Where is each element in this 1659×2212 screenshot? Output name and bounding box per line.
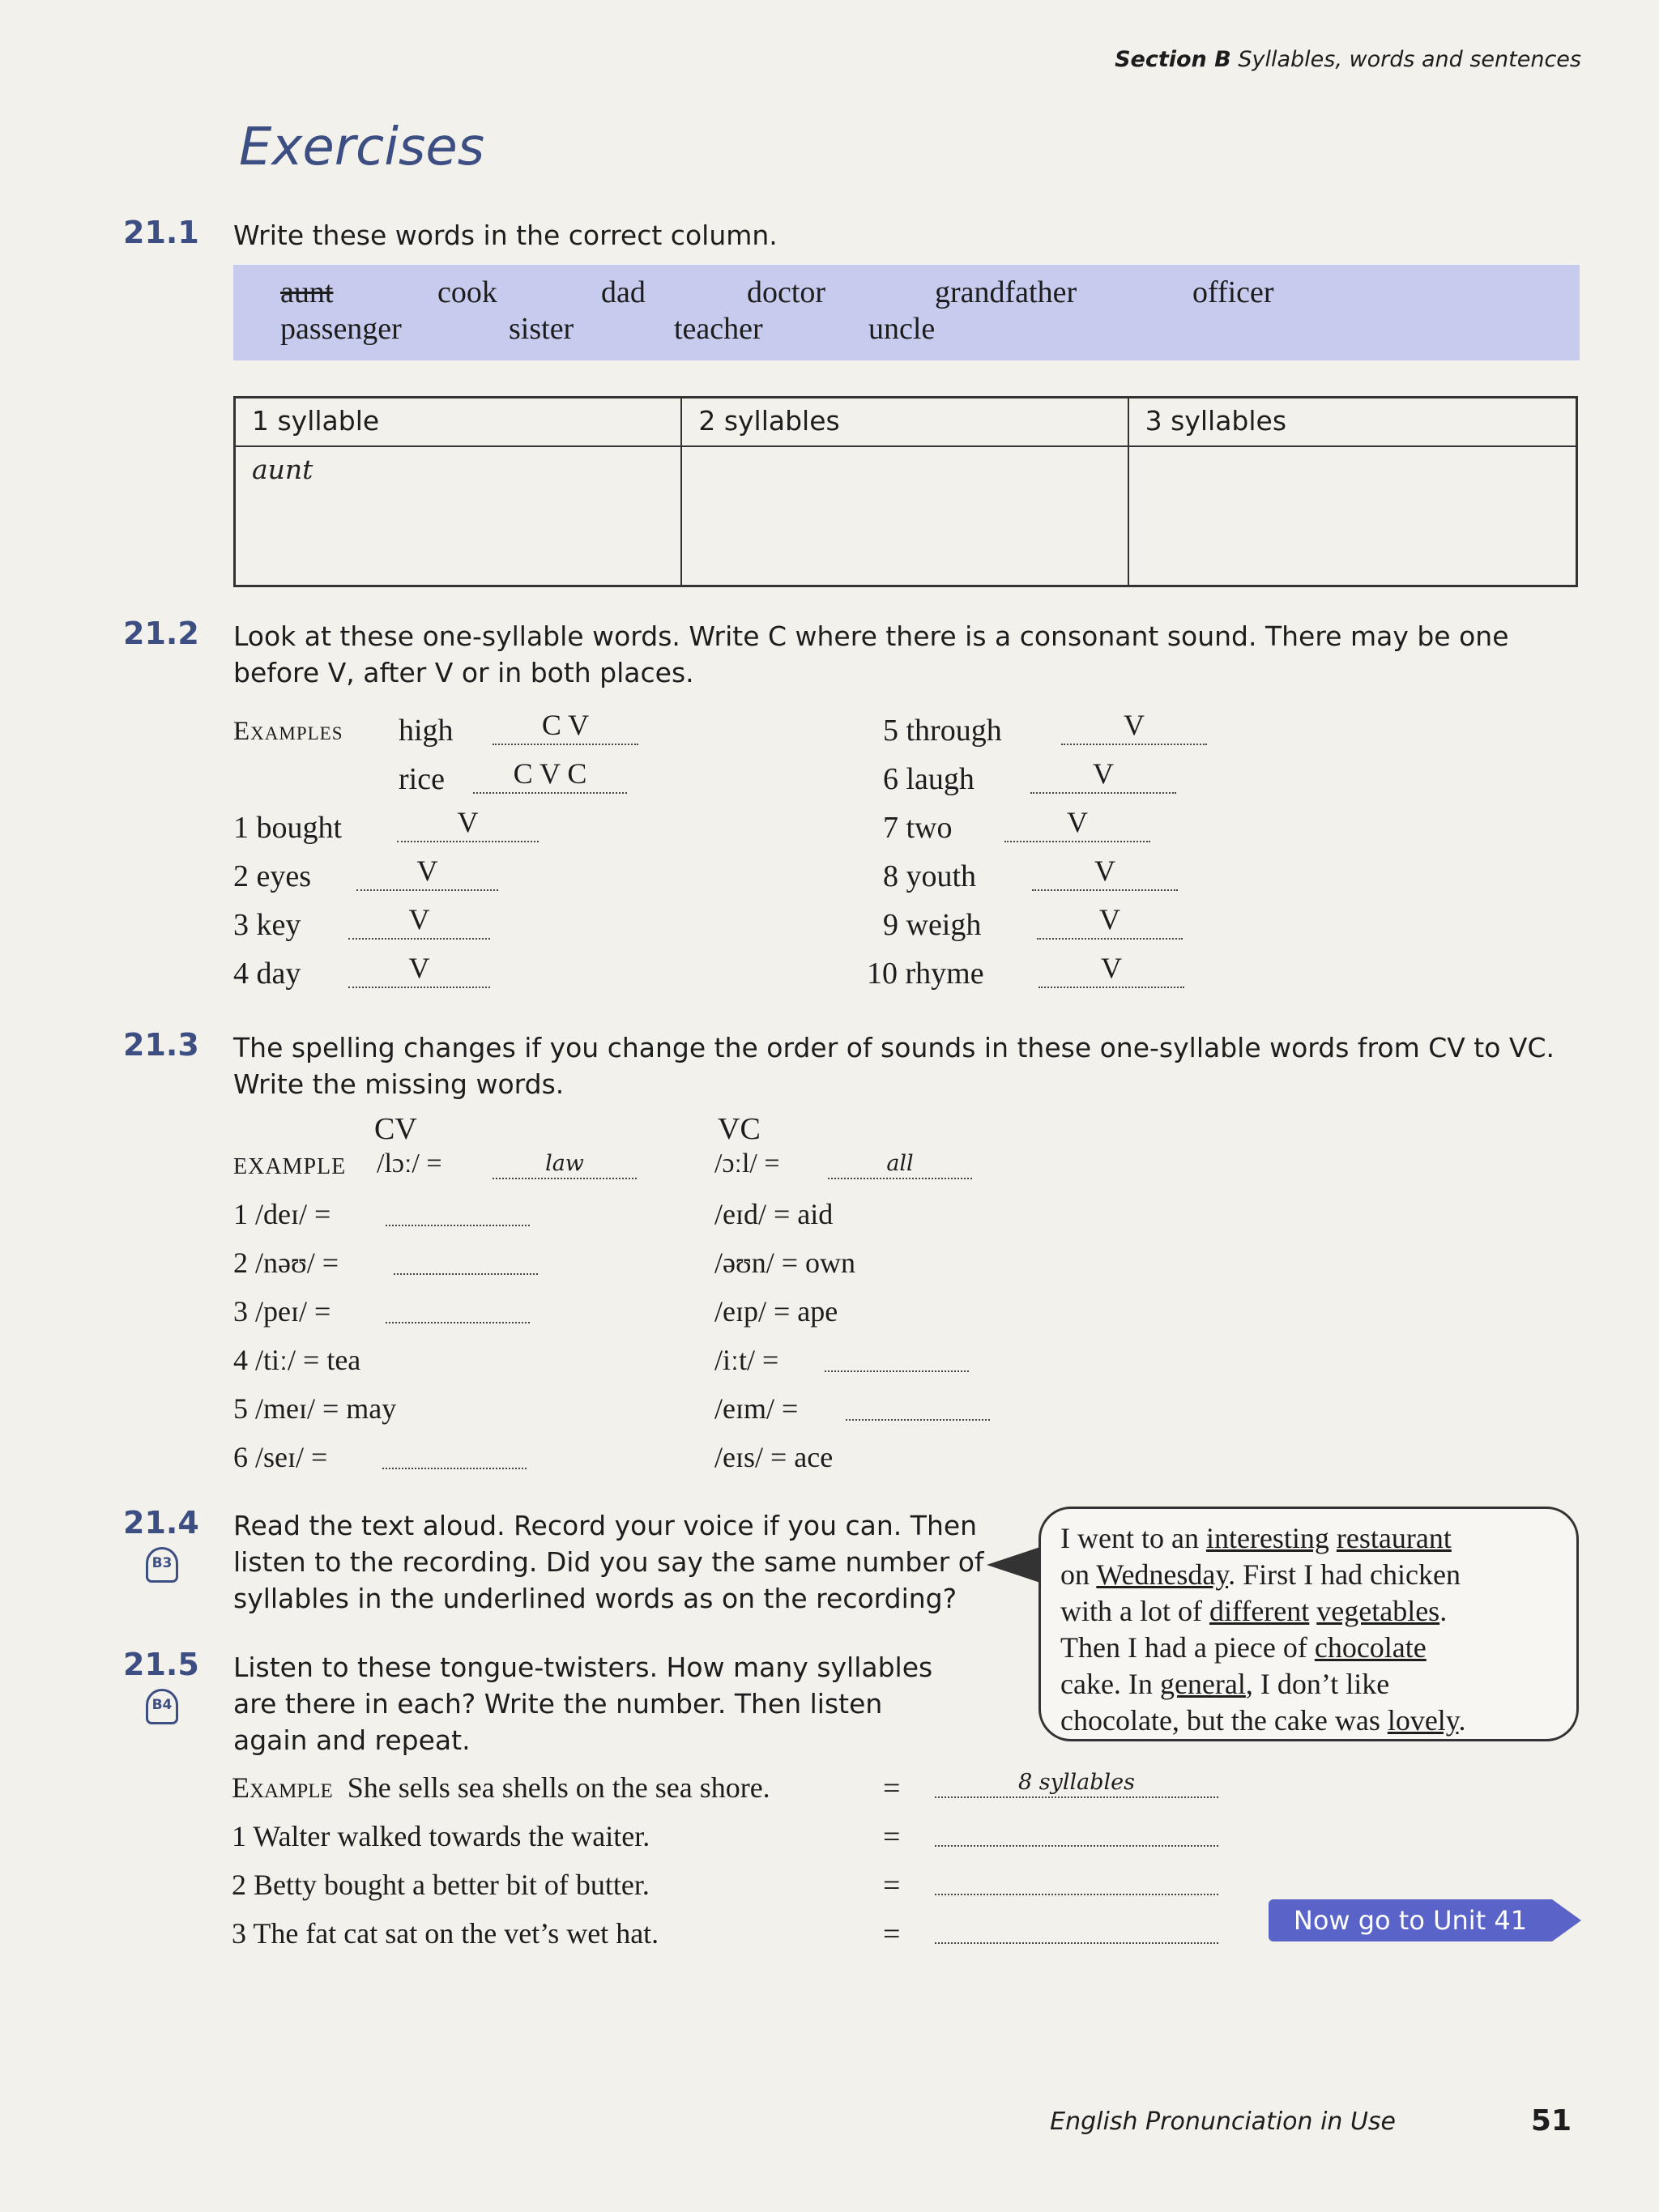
example-word-rice: rice — [399, 762, 445, 796]
example-label-21-3: EXAMPLE — [233, 1154, 347, 1179]
item-3: 3 key — [233, 908, 301, 942]
vc-row-3: /eɪp/ = ape — [714, 1295, 838, 1328]
vc-blank-5[interactable] — [846, 1387, 990, 1421]
audio-track-icon[interactable]: B3 — [146, 1547, 178, 1583]
speech-bubble — [1038, 1507, 1579, 1741]
word-cook: cook — [437, 275, 497, 309]
cv-row-3: 3 /peɪ/ = — [233, 1295, 331, 1328]
exercise-number-21-4: 21.4 — [123, 1505, 199, 1541]
vc-blank-4[interactable] — [825, 1338, 969, 1372]
equals-sign: = — [883, 1771, 901, 1805]
vc-row-5: /eɪm/ = — [714, 1392, 799, 1425]
column-header-1: 1 syllable — [236, 399, 682, 447]
answer-blank-5[interactable]: V — [1061, 711, 1207, 745]
equals-sign: = — [883, 1917, 901, 1951]
word-passenger: passenger — [280, 312, 402, 346]
answer-blank-3[interactable]: V — [348, 906, 490, 940]
exercise-instruction-21-3: The spelling changes if you change the order of sounds in these one-syllable words from CV to VC. Write the missing words. — [233, 1032, 1555, 1100]
word-doctor: doctor — [747, 275, 826, 309]
equals-sign: = — [883, 1869, 901, 1903]
cv-blank-6[interactable] — [382, 1435, 527, 1469]
item-10: 10 rhyme — [867, 957, 984, 991]
example-blank-high: C V — [493, 711, 638, 745]
answer-blank-6[interactable]: V — [1030, 760, 1176, 794]
exercise-number-21-1: 21.1 — [123, 215, 199, 250]
now-go-label: Now go to Unit 41 — [1269, 1899, 1552, 1941]
answer-blank-4[interactable]: V — [348, 954, 490, 988]
cv-row-6: 6 /seɪ/ = — [233, 1441, 328, 1473]
bubble-line-3: with a lot of different vegetables. — [1060, 1595, 1448, 1627]
answer-blank-1[interactable]: V — [397, 808, 539, 842]
word-teacher: teacher — [674, 312, 763, 346]
exercise-instruction-21-4: Read the text aloud. Record your voice if you can. Then listen to the recording. Did you say the same number of syllables in the underlined words as on the recording? — [233, 1510, 984, 1614]
word-uncle: uncle — [868, 312, 936, 346]
example-cv-blank: law — [493, 1145, 637, 1179]
cv-row-1: 1 /deɪ/ = — [233, 1198, 331, 1230]
tongue-twister-3: 3 The fat cat sat on the vet’s wet hat. — [232, 1917, 659, 1950]
example-word-high: high — [399, 714, 454, 748]
exercise-number-21-5: 21.5 — [123, 1647, 199, 1682]
bubble-line-1: I went to an interesting restaurant — [1060, 1522, 1452, 1554]
item-6: 6 laugh — [883, 762, 975, 796]
cv-row-2: 2 /nəʊ/ = — [233, 1247, 339, 1279]
column-cell-3[interactable] — [1129, 447, 1576, 585]
bubble-line-4: Then I had a piece of chocolate — [1060, 1631, 1427, 1664]
cv-row-5: 5 /meɪ/ = may — [233, 1392, 397, 1425]
example-tongue-twister: Example She sells sea shells on the sea shore. — [232, 1771, 770, 1804]
item-2: 2 eyes — [233, 859, 312, 893]
cv-heading: CV — [374, 1112, 417, 1146]
examples-label: Examples — [233, 717, 343, 746]
page-number: 51 — [1530, 2104, 1572, 2137]
answer-blank-10[interactable]: V — [1038, 954, 1184, 988]
example-cv: /lɔː/ = — [377, 1149, 442, 1178]
word-box — [233, 265, 1580, 360]
vc-row-2: /əʊn/ = own — [714, 1247, 856, 1279]
word-dad: dad — [601, 275, 646, 309]
equals-sign: = — [883, 1820, 901, 1854]
section-label: Section B — [1115, 47, 1231, 72]
word-sister: sister — [509, 312, 574, 346]
arrow-right-icon — [1552, 1899, 1581, 1941]
answer-blank-2[interactable]: V — [356, 857, 498, 891]
tongue-twister-1: 1 Walter walked towards the waiter. — [232, 1820, 650, 1852]
bubble-line-6: chocolate, but the cake was lovely. — [1060, 1704, 1466, 1737]
word-grandfather: grandfather — [935, 275, 1077, 309]
cv-blank-1[interactable] — [386, 1192, 530, 1226]
exercise-instruction-21-2: Look at these one-syllable words. Write C where there is a consonant sound. There may be one before V, after V or in both places. — [233, 620, 1509, 688]
cv-blank-3[interactable] — [386, 1289, 530, 1323]
answer-blank-tt2[interactable] — [935, 1861, 1218, 1895]
item-7: 7 two — [883, 811, 953, 845]
item-9: 9 weigh — [883, 908, 982, 942]
vc-row-4: /iːt/ = — [714, 1344, 779, 1376]
answer-blank-7[interactable]: V — [1004, 808, 1150, 842]
exercise-number-21-2: 21.2 — [123, 616, 199, 651]
column-cell-1[interactable] — [236, 447, 682, 585]
word-officer: officer — [1192, 275, 1274, 309]
answer-blank-tt3[interactable] — [935, 1910, 1218, 1944]
speech-bubble-tail — [987, 1547, 1040, 1583]
word-aunt: aunt — [280, 275, 334, 309]
exercise-instruction-21-1: Write these words in the correct column. — [233, 219, 778, 251]
bubble-line-2: on Wednesday. First I had chicken — [1060, 1558, 1461, 1591]
tongue-twister-2: 2 Betty bought a better bit of butter. — [232, 1869, 650, 1901]
exercise-instruction-21-5: Listen to these tongue-twisters. How many syllables are there in each? Write the number. Then listen again and repeat. — [233, 1652, 933, 1756]
vc-row-6: /eɪs/ = ace — [714, 1441, 834, 1473]
cv-blank-2[interactable] — [394, 1241, 538, 1275]
bubble-line-5: cake. In general, I don’t like — [1060, 1668, 1390, 1700]
syllable-table — [233, 396, 1578, 587]
example-answer-blank: 8 syllables — [935, 1764, 1218, 1798]
column-header-2: 2 syllables — [682, 399, 1128, 447]
example-blank-rice: C V C — [473, 760, 627, 794]
example-vc-blank: all — [828, 1145, 972, 1179]
exercise-number-21-3: 21.3 — [123, 1027, 199, 1063]
answer-blank-tt1[interactable] — [935, 1813, 1218, 1847]
vc-row-1: /eɪd/ = aid — [714, 1198, 834, 1230]
answer-blank-8[interactable]: V — [1032, 857, 1178, 891]
item-1: 1 bought — [233, 811, 343, 845]
audio-track-icon[interactable]: B4 — [146, 1689, 178, 1724]
section-header — [1115, 47, 1581, 72]
item-4: 4 day — [233, 957, 301, 991]
handwritten-answer: aunt — [252, 454, 313, 485]
answer-blank-9[interactable]: V — [1037, 906, 1183, 940]
cv-row-4: 4 /tiː/ = tea — [233, 1344, 361, 1376]
column-header-3: 3 syllables — [1129, 399, 1576, 447]
vc-heading: VC — [718, 1112, 761, 1146]
example-vc: /ɔːl/ = — [714, 1149, 780, 1178]
section-title: Syllables, words and sentences — [1238, 47, 1581, 72]
column-cell-2[interactable] — [682, 447, 1128, 585]
now-go-to-unit-link[interactable] — [1269, 1899, 1576, 1941]
page-title: Exercises — [239, 117, 485, 177]
item-5: 5 through — [883, 714, 1002, 748]
item-8: 8 youth — [883, 859, 977, 893]
book-title: English Pronunciation in Use — [1050, 2108, 1396, 2136]
